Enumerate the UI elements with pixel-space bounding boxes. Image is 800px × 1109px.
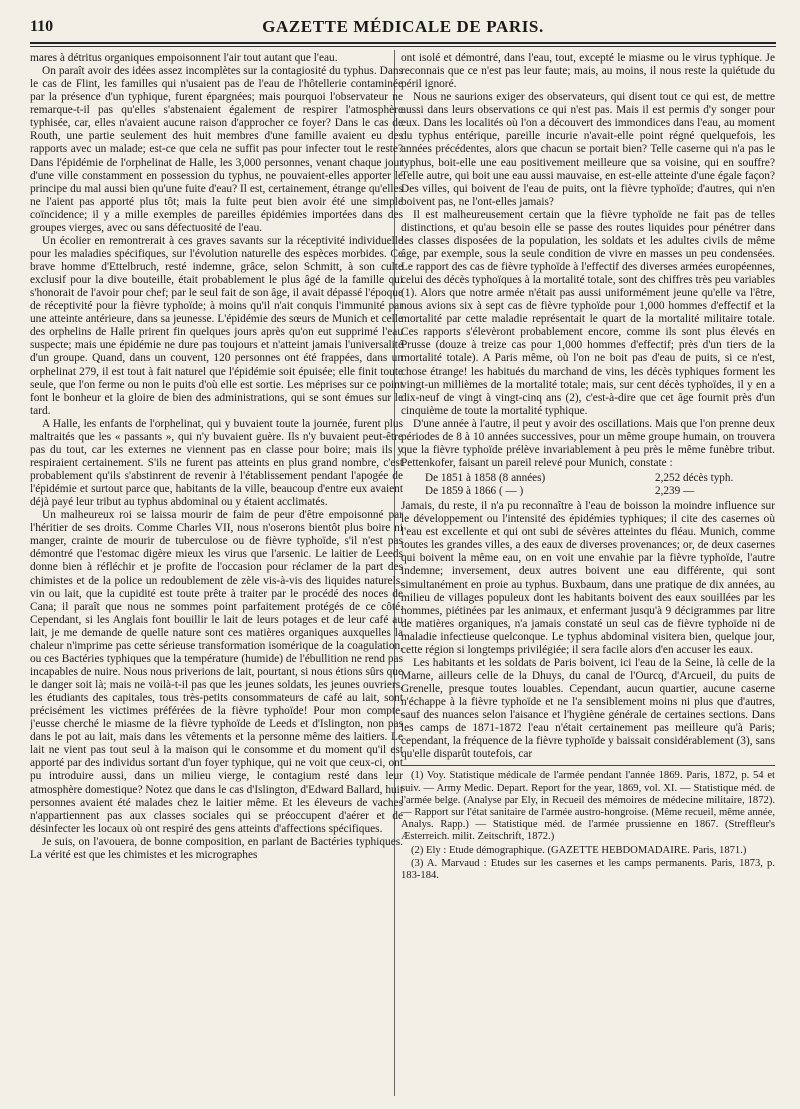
page-number: 110	[30, 18, 54, 35]
header-rule	[30, 46, 776, 47]
paragraph: Un écolier en remontrerait à ces graves savants sur la réceptivité individuelle pour les maladies spécifiques, sur l'évolution naturelle des espèces morbides. Ce brave homme d'Ettelbruch, resté indemne, grâce, selon Schmitt, à son culte exclusif pour la dive bouteille, était probablement le plus âgé de la famille qui s'honorait de l'avoir pour chef; par le seul fait de son âge, il avait dépassé l'époque de réceptivité pour la fièvre typhoïde; à moins qu'il n'ait conquis l'immunité par une atteinte antérieure, dans sa jeunesse. L'épidémie des sœurs de Munich et celle des orphelins de Halle prirent fin quelques jours après qu'on eut supprimé l'eau suspecte; mais une épidémie ne dure pas toujours et n'atteint jamais l'universalité d'un groupe. Quand, dans un couvent, 120 personnes ont été frappées, dans un orphelinat 279, il est tout à fait naturel que l'épidémie soit épuisée; elle finit toute seule, que l'on ferme ou non le puits d'où elle est sortie. Les méprises sur ce point font le bonheur et la gloire de bien des administrations, qui se sont émues sur le tard.	[30, 234, 403, 417]
paragraph: On paraît avoir des idées assez incomplètes sur la contagiosité du typhus. Dans le cas de Flint, les familles qui n'usaient pas de l'eau de l'hôtellerie contaminée par la présence d'un typhique, furent épargnées; mais pourquoi l'observateur ne remarque-t-il pas qu'elles s'abstenaient également de respirer l'atmosphère typhisée, car, elles n'avaient aucune raison d'approcher ce foyer? Dans le cas de Routh, une partie seulement des huit membres d'une famille avaient eu des rapports avec un malade; est-ce que cela ne suffit pas pour infecter tout le reste? Dans l'épidémie de l'orphelinat de Halle, les 3,000 personnes, venant chaque jour d'une ville constamment en possession du typhus, ne pouvaient-elles apporter le principe du mal aussi bien qu'une fuite d'eau? Il est, certainement, étrange qu'elles ne l'aient pas apporté plus tôt; mais la fuite peut bien avoir été une simple coïncidence; il y a mille exemples de pareilles épidémies importées dans des groupes vierges, avec ou sans défectuosité de l'eau.	[30, 65, 403, 234]
footnote: (2) Ely : Etude démographique. (GAZETTE HEBDOMADAIRE. Paris, 1871.)	[411, 844, 747, 856]
journal-title: GAZETTE MÉDICALE DE PARIS.	[262, 17, 544, 36]
right-column	[401, 52, 775, 1097]
paragraph: D'une année à l'autre, il peut y avoir des oscillations. Mais que l'on prenne deux périodes de 8 à 10 années successives, pour un même groupe humain, on trouvera que la fièvre typhoïde prélève invariablement à peu près le même funèbre tribut. Pettenkofer, faisant un pareil relevé pour Munich, constate :	[401, 417, 775, 469]
footnotes	[401, 765, 775, 882]
paragraph: Nous ne saurions exiger des observateurs, qui disent tout ce qui est, de mettre aussi dans leurs observations ce qui n'est pas. Mais il est permis d'y songer pour eux. Dans les localités où l'on a découvert des immondices dans l'eau, au moment du typhus entérique, pareille incurie n'avait-elle point régné quelquefois, les années précédentes, alors que chacun se portait bien? Telle caserne qui n'a pas le typhus, boit-elle une eau positivement meilleure que sa voisine, qui en souffre? Telle autre, qui boit une eau aussi mauvaise, en est-elle atteinte d'une égale façon? Des villes, qui boivent de l'eau de puits, ont la fièvre typhoïde; d'autres, qui n'en boivent pas, ne l'ont-elles jamais?	[401, 91, 775, 208]
paragraph: ont isolé et démontré, dans l'eau, tout, excepté le miasme ou le virus typhique. Je reconnais que ce n'est pas leur faute; mais, au moins, il nous reste la quiétude du péril ignoré.	[401, 52, 775, 91]
stat-value: 2,239 —	[655, 485, 695, 498]
paragraph: Jamais, du reste, il n'a pu reconnaître à l'eau de boisson la moindre influence sur le développement ou l'intensité des épidémies typhiques; il cite des casernes où l'eau est excellente et qui ont subi de sévères atteintes du fléau. Munich, comme toutes les grandes villes, a des eaux de diverses provenances; or, de deux casernes qui boivent la même eau, on en voit une envahie par la fièvre typhoïde, l'autre indemne; inversement, deux autres boivent une eau différente, qui sont simultanément en proie au typhus. Buxbaum, dans une pratique de dix années, au milieu de villages populeux dont les habitants boivent des eaux souillées par les hommes, piétinées par les animaux, et enfermant jusqu'à 9 décigrammes par litre de matières organiques, n'a jamais constaté un seul cas de fièvre typhoïde ni de maladie infectieuse quelconque. Le typhus abdominal visitera bien, quelque jour, cette région si longtemps privilégiée; il sera facile alors d'en accuser les eaux.	[401, 500, 775, 656]
stat-period: De 1851 à 1858 (8 années)	[425, 472, 546, 484]
page-header	[30, 16, 776, 44]
mortality-stats	[425, 472, 775, 498]
stat-row	[425, 472, 775, 485]
paragraph: Je suis, on l'avouera, de bonne composition, en parlant de Bactéries typhiques. La vérité est que les chimistes et les micrographes	[30, 835, 403, 861]
stat-value: 2,252 décès typh.	[655, 472, 734, 484]
paragraph: Les habitants et les soldats de Paris boivent, ici l'eau de la Seine, là celle de la Marne, ailleurs celle de la Dhuys, du canal de l'Ourcq, d'Arcueil, du puits de Grenelle, presque toutes louables. Cependant, aucun quartier, aucune caserne n'échappe à la fièvre typhoïde et ne l'a sensiblement moins ni plus que d'autres, sauf des nuances selon l'aisance et l'hygiène générale de certaines sections. Dans les camps de 1871-1872 l'eau n'était certainement pas meilleure qu'à Paris; cependant, la fréquence de la fièvre typhoïde y baissait considérablement (3), sans qu'elle disparût toutefois, car	[401, 656, 775, 761]
stat-period: De 1859 à 1866 ( — )	[425, 485, 524, 498]
paragraph: A Halle, les enfants de l'orphelinat, qui y buvaient toute la journée, furent plus maltraités que les « passants », qui n'y buvaient guère. Ils n'y buvaient peut-être pas du tout, car les externes ne viennent pas en classe pour boire; mais ils y respiraient certainement. S'ils ne furent pas atteints en plus grand nombre, c'est probablement qu'ils s'abstinrent de revenir à l'établissement pendant l'apogée de l'épidémie et surtout parce que, habitants de la ville, beaucoup d'entre eux avaient déjà payé leur tribut au typhus abdominal ou y étaient acclimatés.	[30, 417, 403, 509]
footnote: (1) Voy. Statistique médicale de l'armée pendant l'année 1869. Paris, 1872, p. 54 et suiv. — Army Medic. Depart. Report for the year, 1869, vol. XI. — Statistique méd. de l'armée belge. (Analyse par Ely, in Recueil des mémoires de médecine militaire, 1872). — Rapport sur l'état sanitaire de l'armée austro-hongroise. (Même recueil, même année, Analys. Rapp.) — Statistique méd. de l'armée prussienne en 1867. (Streffleur's Æsterreich. milit. Zeitschrift, 1872.)	[401, 770, 775, 843]
paragraph: mares à détritus organiques empoisonnent l'air tout autant que l'eau.	[30, 52, 338, 64]
paragraph: Un malheureux roi se laissa mourir de faim de peur d'être empoisonné par l'héritier de ses droits. Comme Charles VII, nous n'oserons bientôt plus boire ni manger, crainte de mourir de tuberculose ou de fièvre typhoïde, s'il n'est pas démontré que l'estomac digère mieux les virus que l'arsenic. Le laitier de Leeds donne bien à réfléchir et je profite de l'occasion pour réclamer de la part des chimistes et de la police un redoublement de zèle vis-à-vis des liquides naturels, vin ou lait, que la cupidité est toute prête à traiter par le procédé des noces de Cana; il paraît que nous ne sommes point parfaitement protégés de ce côté. Cependant, si les Anglais font bouillir le lait de leurs potages et de leur café au lait, je me demande de quelle nature sont ces matières organiques auxquelles la chaleur n'imprime pas cette sérieuse transformation isomérique de la coagulation, ou ces Bactéries typhiques que la température (humide) de l'ébullition ne rend pas incapables de nuire. Nous nous priverions de lait, pourtant, si nous étions sûrs que le danger soit là; mais ne voilà-t-il pas que les jeunes soldats, les jeunes ouvriers, les étudiants des capitales, tous très-petits consommateurs de café au lait, sont précisément les victimes préférées de la fièvre typhoïde! Pour mon compte, j'eusse cherché le miasme de la fièvre typhoïde de Leeds et d'Islington, non pas dans le pot au lait, mais dans les vêtements et la personne même des laitiers. Le lait ne vient pas tout seul à la maison qui le consomme et du moment qu'il est apporté par des individus sortant d'un foyer typhique, qui ne voit que ceux-ci, ont pu introduire aussi, dans un milieu vierge, le contagium resté dans leur atmosphère domestique? Notez que dans le cas d'Islington, d'Edward Ballard, huit personnes avaient été malades chez le laitier même. Et les éleveurs de vaches n'appartiennent pas aux classes sociales qui se préoccupent d'aérer et de désinfecter les locaux où ont respiré des gens atteints d'affections spécifiques.	[30, 509, 403, 835]
footnote: (3) A. Marvaud : Etudes sur les casernes et les camps permanents. Paris, 1873, p. 183-184.	[401, 857, 775, 881]
stat-row	[425, 485, 775, 498]
paragraph: Il est malheureusement certain que la fièvre typhoïde ne fait pas de telles distinctions, et qu'au besoin elle se passe des routes liquides pour pénétrer dans les classes disposées de la population, les soldats et les adultes civils de même âge, par exemple, sous la seule condition de vivre en masses un peu condensées. Le rapport des cas de fièvre typhoïde à l'effectif des diverses armées européennes, celui des décès typhoïques à la mortalité totale, sont des chiffres très peu variables (1). Alors que notre armée n'était pas aussi uniformément jeune qu'elle va l'être, nous avions six à sept cas de fièvre typhoïde pour 1,000 hommes d'effectif et la mortalité par cette maladie représentait le quart de la mortalité militaire totale. Ces rapports s'élevèront probablement encore, comme ils sont plus élevés en Prusse (douze à treize cas pour 1,000 hommes d'effectif; près d'un tiers de la mortalité totale). A Paris même, où l'on ne boit pas d'eau de puits, si ce n'est, chose étrange! les habitués du marchand de vins, les décès typhiques forment les vingt-un millièmes de la mortalité totale; mais, sur cent décès typhoïdes, il y en a dix-neuf de vingt à vingt-cinq ans (2), c'est-à-dire que cet âge fournit près d'un cinquième de toute la mortalité typhique.	[401, 208, 775, 417]
left-column	[30, 52, 403, 1097]
